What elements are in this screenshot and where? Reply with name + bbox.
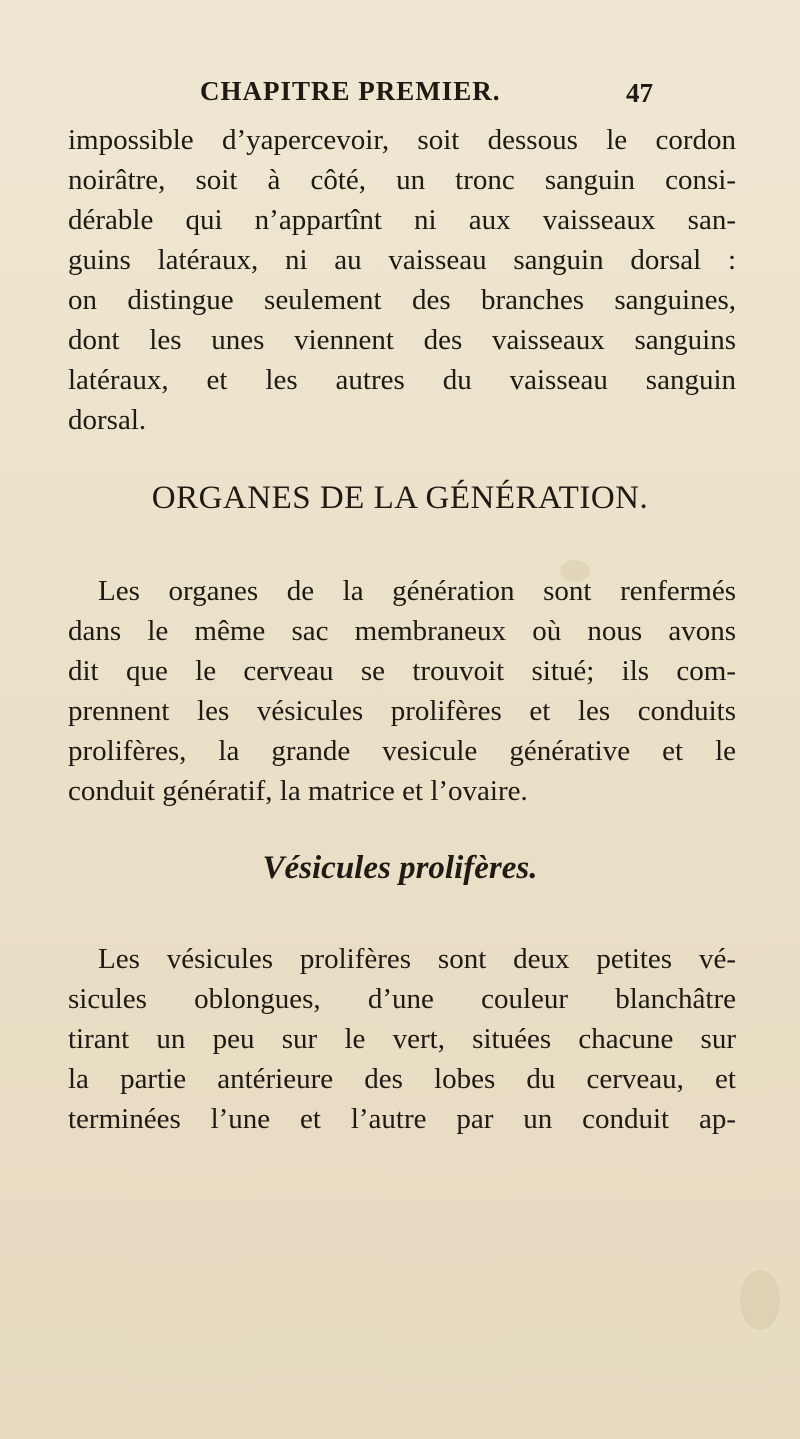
text-line: la partie antérieure des lobes du cerveau, et: [68, 1063, 736, 1095]
text-line: terminées l’une et l’autre par un conduit ap-: [68, 1103, 736, 1135]
subsection-title: Vésicules prolifères.: [262, 850, 538, 886]
text-line: dans le même sac membraneux où nous avons: [68, 615, 736, 647]
text-line: tirant un peu sur le vert, situées chacune sur: [68, 1023, 736, 1055]
text-line: impossible d’yapercevoir, soit dessous le cordon: [68, 124, 736, 156]
text-line: dorsal.: [68, 404, 147, 436]
section-title: ORGANES DE LA GÉNÉRATION.: [151, 480, 649, 516]
text-line: latéraux, et les autres du vaisseau sanguin: [68, 364, 736, 396]
page-header: [0, 76, 800, 110]
page-number: 47: [626, 78, 653, 108]
text-line: dit que le cerveau se trouvoit situé; ils com-: [68, 655, 736, 687]
text-line: dérable qui n’appartînt ni aux vaisseaux san-: [68, 204, 736, 236]
text-line: on distingue seulement des branches sanguines,: [68, 284, 736, 316]
text-line: sicules oblongues, d’une couleur blanchâtre: [68, 983, 736, 1015]
text-line: guins latéraux, ni au vaisseau sanguin dorsal :: [68, 244, 736, 276]
text-line: noirâtre, soit à côté, un tronc sanguin consi-: [68, 164, 736, 196]
text-line: dont les unes viennent des vaisseaux sanguins: [68, 324, 736, 356]
foxing-stain: [740, 1270, 780, 1330]
running-title: CHAPITRE PREMIER.: [200, 76, 501, 106]
text-line: Les vésicules prolifères sont deux petites vé-: [98, 943, 736, 975]
text-line: conduit génératif, la matrice et l’ovaire.: [68, 775, 528, 807]
text-line: prennent les vésicules prolifères et les conduits: [68, 695, 736, 727]
text-line: Les organes de la génération sont renfermés: [98, 575, 736, 607]
text-line: prolifères, la grande vesicule générative et le: [68, 735, 736, 767]
